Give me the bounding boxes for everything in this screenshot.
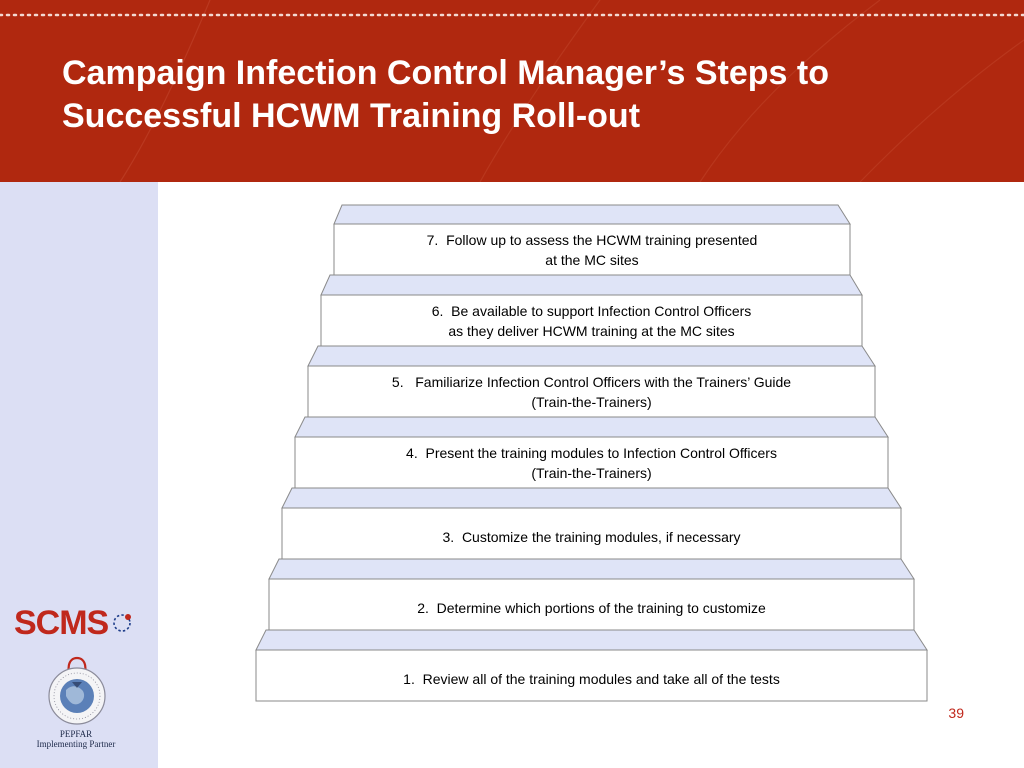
step-7-line-1: 7. Follow up to assess the HCWM training presented <box>426 231 758 248</box>
step-2-line-1: 2. Determine which portions of the training to customize <box>417 599 766 616</box>
step-6-label <box>321 295 862 346</box>
step-6-line-1: 6. Be available to support Infection Control Officers <box>431 302 752 319</box>
title-line-1: Campaign Infection Control Manager’s Steps to <box>62 54 829 92</box>
step-3-label <box>282 508 901 565</box>
step-4-label <box>295 437 888 488</box>
step-1-label <box>256 650 927 707</box>
step-7-line-2: at the MC sites <box>545 251 639 268</box>
step-7-label <box>334 224 850 275</box>
step-5-label <box>308 366 875 417</box>
page-number: 39 <box>948 705 964 721</box>
pepfar-label: PEPFAR <box>59 729 93 739</box>
step-1-line-1: 1. Review all of the training modules and take all of the tests <box>403 670 780 687</box>
step-5-line-1: 5. Familiarize Infection Control Officers with the Trainers’ Guide <box>391 373 792 390</box>
step-4-line-2: (Train-the-Trainers) <box>531 464 652 481</box>
implementing-partner-label: Implementing Partner <box>36 739 116 749</box>
title-line-2: Successful HCWM Training Roll-out <box>62 97 641 135</box>
step-2-label <box>269 579 914 636</box>
scms-logo-text: SCMS <box>14 604 109 642</box>
step-5-line-2: (Train-the-Trainers) <box>531 393 652 410</box>
step-6-line-2: as they deliver HCWM training at the MC sites <box>448 322 735 339</box>
step-4-line-1: 4. Present the training modules to Infection Control Officers <box>406 444 777 461</box>
step-3-line-1: 3. Customize the training modules, if necessary <box>442 528 741 545</box>
